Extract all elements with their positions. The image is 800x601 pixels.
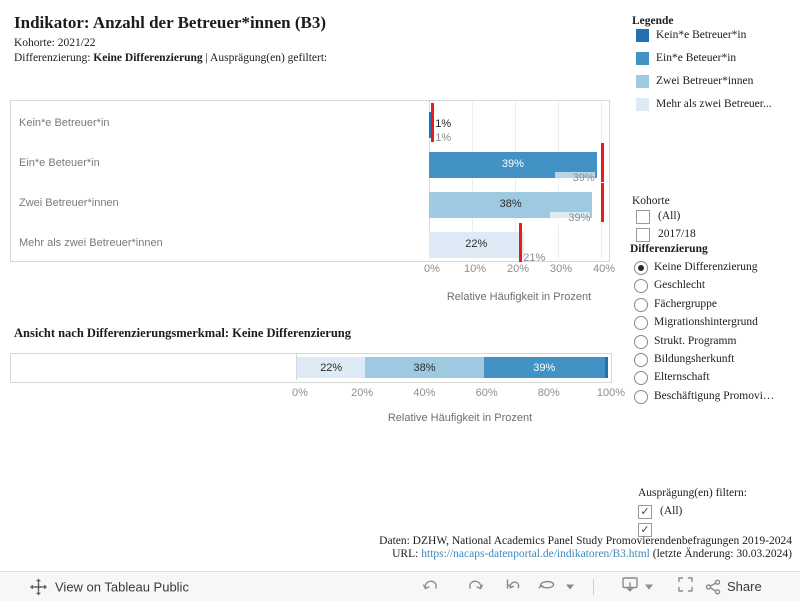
- bar-chart-panel: [10, 100, 610, 262]
- checkbox[interactable]: [636, 228, 650, 242]
- data-source-note: [322, 535, 792, 559]
- radio-button[interactable]: [634, 371, 648, 385]
- view-on-tableau-public-label: View on Tableau Public: [55, 579, 189, 594]
- legend-swatch: [636, 98, 649, 111]
- download-menu-caret[interactable]: [645, 584, 653, 589]
- x-tick-label: 80%: [537, 387, 560, 399]
- fullscreen-button[interactable]: [677, 576, 694, 598]
- reference-value-label: 39%: [555, 172, 595, 185]
- legend-title: Legende: [632, 15, 674, 27]
- checkbox-row[interactable]: [636, 209, 796, 225]
- checkbox-row[interactable]: [636, 227, 796, 243]
- radio-label: Elternschaft: [654, 371, 710, 384]
- filter-differenzierung-list: [632, 260, 800, 406]
- bar-value-label: 39%: [501, 158, 524, 170]
- radio-button[interactable]: [634, 316, 648, 330]
- bar-value-label: 22%: [465, 238, 488, 250]
- radio-label: Bildungsherkunft: [654, 353, 735, 365]
- share-button[interactable]: [705, 579, 762, 595]
- view-on-tableau-public-link[interactable]: [30, 578, 189, 595]
- radio-label: Beschäftigung Promovi…: [654, 389, 775, 402]
- radio-row[interactable]: [632, 352, 800, 368]
- bar-value-label: 38%: [499, 198, 522, 210]
- radio-label: Strukt. Programm: [654, 334, 737, 347]
- subtitle-differenzierung: Differenzierung: Keine Differenzierung | Ausprägung(en) gefiltert:: [14, 52, 328, 64]
- category-label: Kein*e Betreuer*in: [19, 117, 110, 129]
- radio-button[interactable]: [634, 298, 648, 312]
- legend: [636, 29, 796, 121]
- category-label: Zwei Betreuer*innen: [19, 197, 119, 209]
- legend-item-label: Zwei Betreuer*innen: [656, 75, 754, 87]
- stacked-bar-x-axis-title: Relative Häufigkeit in Prozent: [387, 412, 533, 424]
- redo-button[interactable]: [467, 577, 484, 597]
- x-tick-label: 30%: [549, 263, 573, 275]
- page-title: Indikator: Anzahl der Betreuer*innen (B3): [14, 13, 326, 32]
- radio-selected-dot: [638, 265, 644, 271]
- legend-item-label: Kein*e Betreuer*in: [656, 29, 747, 41]
- reference-value-label: 21%: [523, 251, 546, 264]
- radio-row[interactable]: [632, 297, 800, 313]
- radio-label: Geschlecht: [654, 279, 706, 292]
- share-icon: [705, 579, 721, 595]
- x-tick-label: 0%: [292, 387, 308, 399]
- reference-line: [519, 223, 522, 262]
- radio-row[interactable]: [632, 260, 800, 276]
- checkbox[interactable]: ✓: [638, 505, 652, 519]
- x-tick-label: 0%: [424, 263, 440, 275]
- x-tick-label: 20%: [506, 263, 530, 275]
- stacked-bar-x-axis: [11, 387, 631, 401]
- radio-label: Keine Differenzierung: [654, 261, 758, 273]
- category-label: Ein*e Beteuer*in: [19, 157, 100, 169]
- refresh-button[interactable]: [538, 577, 556, 597]
- reference-line: [601, 143, 604, 182]
- download-button[interactable]: [621, 576, 639, 598]
- legend-swatch: [636, 29, 649, 42]
- bar-value-label: 1%: [435, 118, 452, 130]
- x-tick-label: 60%: [475, 387, 498, 399]
- source-line: Daten: DZHW, National Academics Panel Study Promovierendenbefragungen 2019-2024: [379, 535, 792, 547]
- reference-line: [431, 103, 434, 142]
- legend-item-label: Ein*e Beteuer*in: [656, 52, 737, 64]
- x-tick-label: 40%: [413, 387, 436, 399]
- tableau-logo-icon: [30, 578, 47, 595]
- category-label: Mehr als zwei Betreuer*innen: [19, 237, 163, 249]
- checkbox-label: (All): [660, 505, 683, 517]
- radio-row[interactable]: [632, 278, 800, 294]
- url-line: URL: https://nacaps-datenportal.de/indikatoren/B3.html (letzte Änderung: 30.03.2024): [392, 547, 792, 560]
- checkbox[interactable]: [636, 210, 650, 224]
- refresh-menu-caret[interactable]: [566, 584, 574, 589]
- x-tick-label: 40%: [592, 263, 616, 275]
- filter-kohorte-title: Kohorte: [632, 195, 670, 207]
- filter-kohorte-list: [636, 209, 796, 240]
- filter-auspraegung-list: [638, 504, 798, 536]
- radio-label: Fächergruppe: [654, 297, 718, 310]
- legend-swatch: [636, 52, 649, 65]
- stack-segment[interactable]: [605, 357, 608, 378]
- bar-chart-x-axis-title: Relative Häufigkeit in Prozent: [446, 291, 592, 303]
- stack-segment[interactable]: 38%: [365, 357, 483, 378]
- section2-title: Ansicht nach Differenzierungsmerkmal: Keine Differenzierung: [14, 326, 351, 340]
- x-tick-label: 100%: [596, 387, 626, 399]
- radio-label: Migrationshintergrund: [654, 316, 758, 329]
- source-url-link[interactable]: https://nacaps-datenportal.de/indikatoren/B3.html: [421, 547, 650, 560]
- revert-button[interactable]: [503, 577, 521, 597]
- radio-row[interactable]: [632, 370, 800, 386]
- filter-auspraegung-title: Ausprägung(en) filtern:: [638, 487, 747, 499]
- reference-value-label: 39%: [550, 212, 590, 225]
- radio-button[interactable]: [634, 353, 648, 367]
- radio-row[interactable]: [632, 334, 800, 350]
- radio-row[interactable]: [632, 315, 800, 331]
- toolbar-divider: [593, 579, 594, 595]
- x-tick-label: 20%: [351, 387, 374, 399]
- radio-button[interactable]: [634, 279, 648, 293]
- legend-swatch: [636, 75, 649, 88]
- bar-chart-x-axis: [11, 263, 616, 277]
- checkbox[interactable]: ✓: [638, 523, 652, 537]
- radio-button[interactable]: [634, 335, 648, 349]
- legend-item-label: Mehr als zwei Betreuer...: [656, 98, 772, 110]
- x-tick-label: 10%: [463, 263, 487, 275]
- stack-segment[interactable]: 39%: [484, 357, 605, 378]
- radio-row[interactable]: [632, 389, 800, 405]
- reference-line: [601, 183, 604, 222]
- radio-button[interactable]: [634, 390, 648, 404]
- checkbox-row[interactable]: [638, 504, 798, 520]
- undo-button[interactable]: [422, 577, 439, 597]
- tableau-toolbar: [0, 571, 800, 601]
- subtitle-kohorte: Kohorte: 2021/22: [14, 37, 96, 49]
- stack-segment[interactable]: 22%: [297, 357, 365, 378]
- share-label: Share: [727, 579, 762, 594]
- checkbox-label: (All): [658, 210, 681, 222]
- filter-differenzierung-title: Differenzierung: [630, 243, 708, 255]
- reference-value-label: 1%: [435, 131, 452, 144]
- radio-button[interactable]: [634, 261, 648, 275]
- stacked-bar-panel: [10, 353, 612, 383]
- checkbox-label: 2017/18: [658, 228, 696, 240]
- stacked-bar: [297, 357, 608, 378]
